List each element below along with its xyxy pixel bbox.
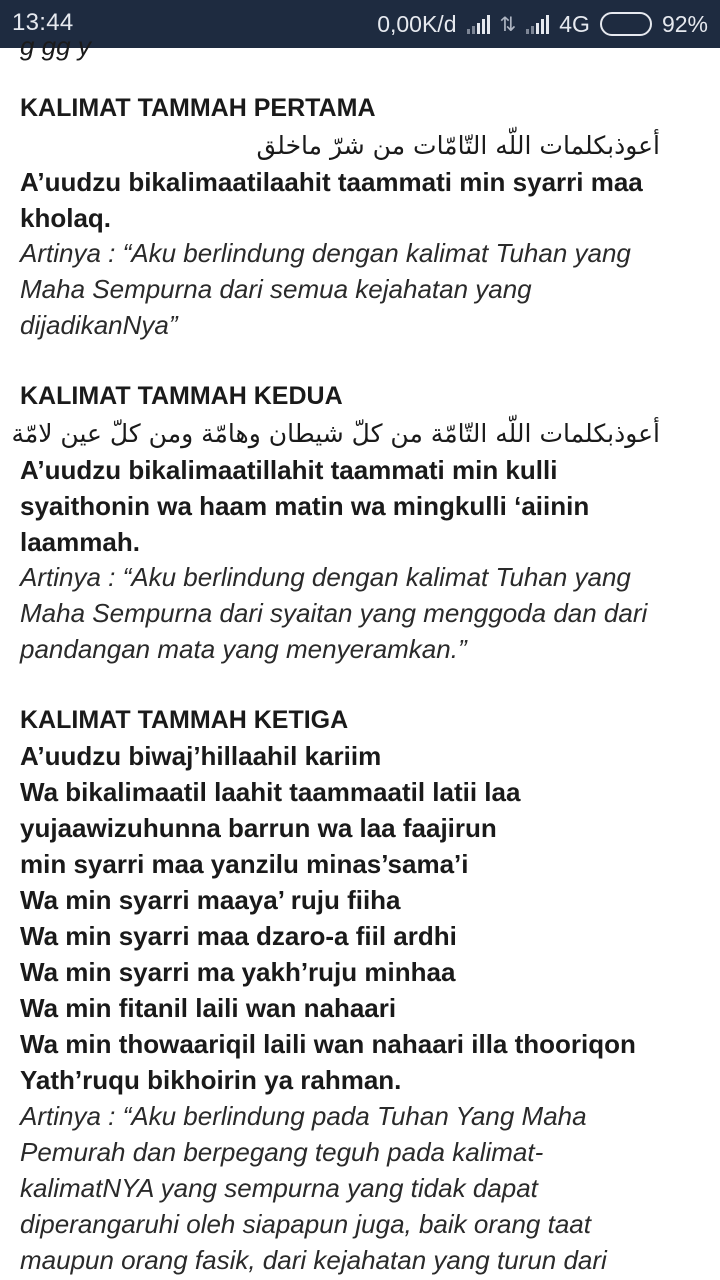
meaning-line: pandangan mata yang menyeramkan.”	[20, 634, 467, 664]
latin-line: Wa min fitanil laili wan nahaari	[20, 993, 397, 1023]
meaning-line: Artinya : “Aku berlindung pada Tuhan Yang Maha	[20, 1101, 587, 1131]
meaning-line: maupun orang fasik, dari kejahatan yang turun dari	[20, 1245, 607, 1275]
meaning-line: Artinya : “Aku berlindung dengan kalimat Tuhan yang	[20, 238, 631, 268]
latin-line: Wa min syarri maa dzaro-a fiil ardhi	[20, 921, 457, 951]
data-arrows-icon: ⇅	[499, 13, 517, 36]
latin-line: syaithonin wa haam matin wa mingkulli ‘aiinin	[20, 491, 590, 521]
latin-line: A’uudzu biwaj’hillaahil kariim	[20, 741, 382, 771]
section-heading: KALIMAT TAMMAH KETIGA	[20, 706, 349, 734]
meaning-line: Maha Sempurna dari syaitan yang menggoda dan dari	[20, 598, 648, 628]
status-bar	[0, 0, 720, 48]
latin-line: Yath’ruqu bikhoirin ya rahman.	[20, 1065, 402, 1095]
meaning-line: kalimatNYA yang sempurna yang tidak dapat	[20, 1173, 538, 1203]
latin-line: kholaq.	[20, 203, 112, 233]
network-type: 4G	[559, 10, 590, 37]
article-body[interactable]	[11, 31, 700, 1280]
signal-icon	[526, 14, 549, 34]
network-speed: 0,00K/d	[377, 10, 457, 37]
latin-line: laammah.	[20, 527, 140, 557]
meaning-line: Maha Sempurna dari semua kejahatan yang	[20, 274, 532, 304]
section-heading: KALIMAT TAMMAH PERTAMA	[20, 94, 376, 122]
latin-line: Wa min syarri maaya’ ruju fiiha	[20, 885, 401, 915]
latin-line: min syarri maa yanzilu minas’sama’i	[20, 849, 469, 879]
meaning-line: diperangaruhi oleh siapapun juga, baik orang taat	[20, 1209, 591, 1239]
signal-icon	[467, 14, 490, 34]
cutoff-text: g gg y	[20, 31, 91, 61]
arabic-text: أعوذبكلمات اللّه التّامّة من كلّ شيطان وهامّة ومن كلّ عين لامّة	[11, 419, 660, 448]
latin-line: A’uudzu bikalimaatillahit taammati min kulli	[20, 455, 558, 485]
latin-line: Wa bikalimaatil laahit taammaatil latii laa	[20, 777, 521, 807]
battery-icon	[600, 12, 652, 36]
battery-percent: 92%	[661, 10, 708, 37]
latin-line: Wa min syarri ma yakh’ruju minhaa	[20, 957, 456, 987]
status-icons	[377, 9, 708, 39]
clock: 13:44	[12, 9, 74, 36]
meaning-line: Artinya : “Aku berlindung dengan kalimat Tuhan yang	[20, 562, 631, 592]
latin-line: A’uudzu bikalimaatilaahit taammati min syarri maa	[20, 167, 643, 197]
meaning-line: dijadikanNya”	[20, 310, 178, 340]
arabic-text: أعوذبكلمات اللّه التّامّات من شرّ ماخلق	[256, 131, 660, 160]
latin-line: yujaawizuhunna barrun wa laa faajirun	[20, 813, 497, 843]
latin-line: Wa min thowaariqil laili wan nahaari illa thooriqon	[20, 1029, 636, 1059]
meaning-line: Pemurah dan berpegang teguh pada kalimat-	[20, 1137, 544, 1167]
section-heading: KALIMAT TAMMAH KEDUA	[20, 382, 343, 410]
